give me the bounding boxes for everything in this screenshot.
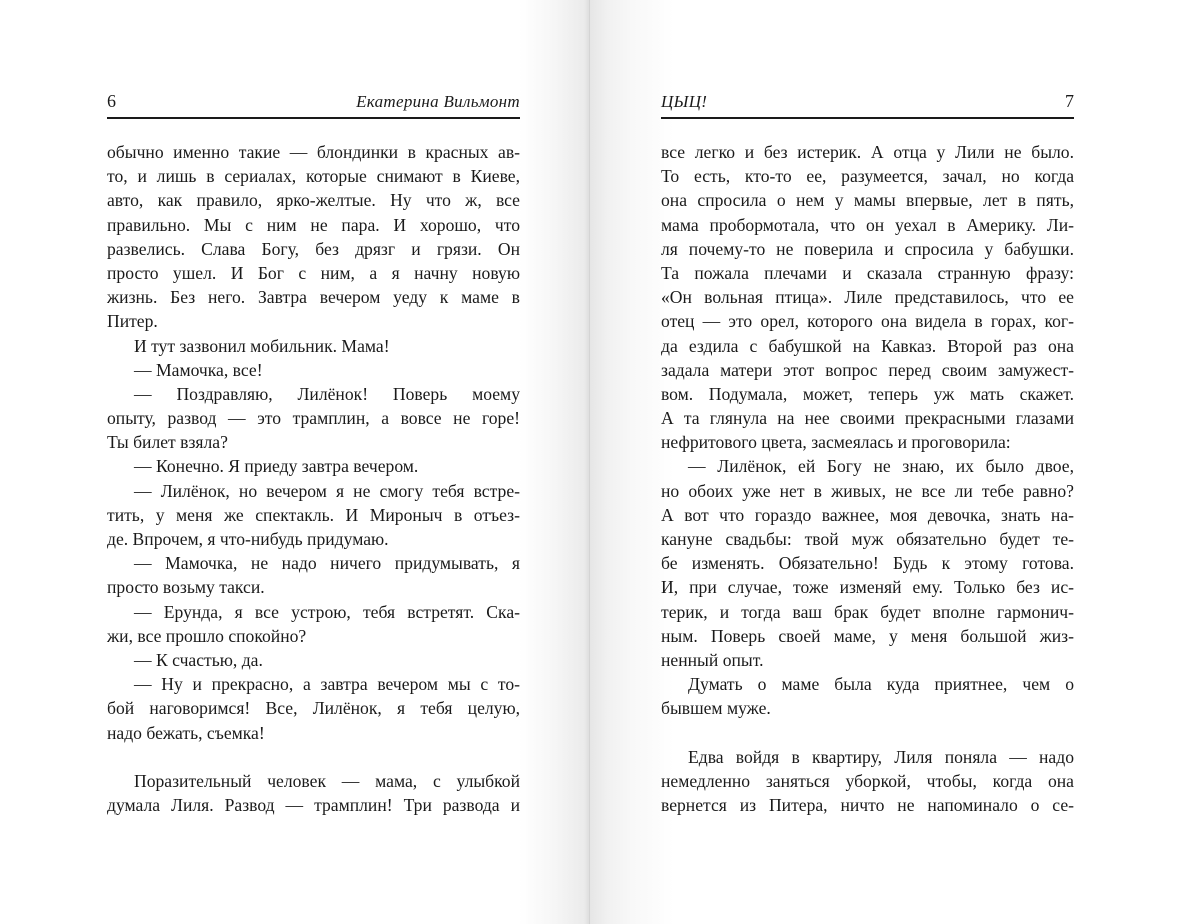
text-line: — Поздравляю, Лилёнок! Поверь моему [134, 383, 520, 404]
text-line: да ездила с бабушкой на Кавказ. Второй раз она [661, 335, 1074, 356]
text-line: То есть, кто-то ее, разумеется, зачал, но когда [661, 166, 1074, 187]
text-line: мама пробормотала, что он уехал в Америку. Ли- [661, 214, 1074, 235]
running-header-title: ЦЫЦ! [661, 92, 708, 111]
text-line: И тут зазвонил мобильник. Мама! [134, 335, 390, 356]
text-line: вернется из Питера, ничто не напоминало о се- [661, 795, 1074, 816]
text-line: — Лилёнок, но вечером я не смогу тебя встре- [134, 480, 520, 501]
running-header-author: Екатерина Вильмонт [356, 92, 520, 111]
text-line: — Мамочка, не надо ничего придумывать, я [134, 553, 520, 574]
text-line: бывшем муже. [661, 698, 771, 719]
text-line: «Он вольная птица». Лиле представилось, что ее [661, 287, 1074, 308]
text-line: просто возьму такси. [107, 577, 265, 598]
text-line: правильно. Мы с ним не пара. И хорошо, что [107, 214, 520, 235]
text-line: — Мамочка, все! [134, 359, 263, 380]
text-line: ным. Поверь своей маме, у меня большой жиз- [661, 625, 1074, 646]
text-line: — Лилёнок, ей Богу не знаю, их было двое, [688, 456, 1074, 477]
text-line: задала матери этот вопрос перед своим замужест- [661, 359, 1074, 380]
text-line: де. Впрочем, я что-нибудь придумаю. [107, 529, 389, 549]
text-line: жизнь. Без него. Завтра вечером уеду к маме в [107, 287, 520, 308]
text-line: ля почему-то не поверила и спросила у бабушки. [661, 238, 1074, 259]
text-line: то, и лишь в сериалах, которые снимают в Киеве, [107, 166, 520, 187]
text-line: — К счастью, да. [134, 649, 263, 670]
text-line: — Конечно. Я приеду завтра вечером. [134, 456, 419, 477]
paragraph-break [661, 721, 1074, 745]
page-number: 7 [1065, 91, 1074, 111]
text-line: — Ерунда, я все устрою, тебя встретят. Ска- [134, 601, 520, 622]
page-number: 6 [107, 91, 116, 111]
text-line: но обоих уже нет в живых, не все ли тебе равно? [661, 480, 1074, 501]
right-page [590, 0, 1187, 924]
text-line: нефритового цвета, засмеялась и проговорила: [661, 432, 1011, 453]
text-line: — Ну и прекрасно, а завтра вечером мы с то- [134, 674, 520, 695]
text-line: ненный опыт. [661, 649, 764, 670]
text-line: все легко и без истерик. А отца у Лили не было. [661, 142, 1074, 162]
text-line: Поразительный человек — мама, с улыбкой [134, 770, 520, 791]
paragraph-break [107, 745, 520, 769]
text-line: отец — это орел, которого она видела в горах, ког- [661, 311, 1074, 332]
text-line: вом. Подумала, может, теперь уж мать скажет. [661, 383, 1074, 404]
text-line: Та пожала плечами и сказала странную фразу: [661, 262, 1074, 283]
left-page-header [107, 88, 520, 119]
text-line: И, при случае, тоже изменяй ему. Только без ис- [661, 577, 1074, 598]
text-line: немедленно заняться уборкой, чтобы, когда она [661, 770, 1074, 791]
text-line: Ты билет взяла? [107, 432, 228, 453]
text-line: надо бежать, съемка! [107, 722, 265, 743]
text-line: опыту, развод — это трамплин, а вовсе не горе! [107, 408, 520, 429]
left-page-body-text [107, 140, 520, 817]
text-line: думала Лиля. Развод — трамплин! Три развода и [107, 795, 520, 816]
text-line: терик, и тогда ваш брак будет вполне гармонич- [661, 601, 1074, 622]
left-page [0, 0, 590, 924]
right-page-header [661, 88, 1074, 119]
text-line: тить, у меня же спектакль. И Мироныч в отъез- [107, 504, 520, 525]
text-line: просто ушел. И Бог с ним, а я начну новую [107, 262, 520, 283]
text-line: А та глянула на нее своими прекрасными глазами [661, 408, 1074, 429]
text-line: авто, как правило, ярко-желтые. Ну что ж, все [107, 190, 520, 211]
right-page-body-text [661, 140, 1074, 817]
text-line: бе изменять. Обязательно! Будь к этому готова. [661, 553, 1074, 574]
text-line: А вот что гораздо важнее, моя девочка, знать на- [661, 504, 1074, 525]
text-line: она спросила о нем у мамы впервые, лет в пять, [661, 190, 1074, 211]
text-line: кануне свадьбы: твой муж обязательно будет те- [661, 529, 1074, 549]
text-line: обычно именно такие — блондинки в красных ав- [107, 142, 520, 162]
text-line: Думать о маме была куда приятнее, чем о [688, 674, 1074, 695]
text-line: Питер. [107, 311, 158, 332]
text-line: Едва войдя в квартиру, Лиля поняла — надо [688, 746, 1074, 767]
text-line: жи, все прошло спокойно? [107, 625, 307, 646]
text-line: бой наговоримся! Все, Лилёнок, я тебя целую, [107, 698, 520, 719]
text-line: развелись. Слава Богу, без дрязг и грязи. Он [107, 238, 520, 259]
